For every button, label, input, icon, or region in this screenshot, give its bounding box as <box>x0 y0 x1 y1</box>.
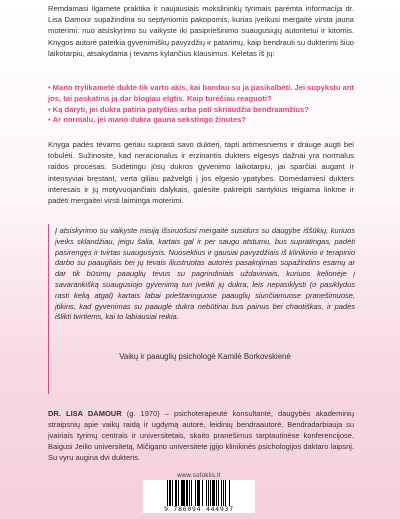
question-item: • Ką daryti, jei dukra patiria patyčias arba pati skriaudžia bendraamžius? <box>48 104 309 114</box>
isbn-digits: 9 786094 444937 <box>164 505 234 513</box>
bio-paragraph <box>48 408 354 463</box>
question-text: Mano trylikametė duktė tik varto akis, kai bandau su ja pasikalbėti. Jei supykstu ant jos, tai paskatina ją dar blogiau elgtis. Kaip turėčiau reaguoti? <box>48 83 354 103</box>
question-item: • Ar normalu, jei mano dukra gauna sekstingo žinutes? <box>48 115 246 125</box>
quote-accent-line <box>48 224 49 394</box>
description-section <box>48 139 354 206</box>
author-bio <box>48 408 354 463</box>
question-text: Ar normalu, jei mano dukra gauna sekstingo žinutes? <box>52 115 246 125</box>
middle-paragraph: Knyga padės tėvams geriau suprasti savo dukterį, tapti artimesniems ir drauge augti bei tobulėti. Sužinosite, kad neracionalus ir erzinantis dukters elgesys dažnai yra normalus raidos procesas. Sudėtingu jūsų dukros gyvenimo laikotarpiu, jai sparčiai augant ir intensyviai bręstant, verta giliau pažvelgti į jos elgesio ypatybes. Domėdamiesi dukters interesais ir jų motyvuojančiais dalykais, galėsite pakreipti santykius teigiama linkme ir padėti mergaitei virsti laiminga moterimi. <box>48 140 354 206</box>
publisher-url: www.sofoklis.lt <box>177 473 221 479</box>
barcode-bar <box>230 480 231 506</box>
isbn-barcode <box>143 473 255 513</box>
quote-text: Į atsiskyrimo su vaikyste misiją išsiruošusi mergaitė susidurs su daugybe iššūkių, kuriuos įveiks sklandžiau, jeigu šalia, kartais gal ir per saugu atstumu, bus supratingas, padėti pasirengęs ir tvirtas suaugusysis. Nuoseklius ir gausiai pavyzdžiais iš klinikinio ir terapinio darbo su paaugliais bei jų tėvais iliustruotas autorės pasakojimas supažindins esamų ar dar tik būsimų paauglių tėvus su pagrindiniais uždaviniais, kuriuos kelionėje į savarankišką suaugusiojo gyvenimą turi įveikti jų dukra, leis nepasiklysti (o pasiklydus rasti kelią atgal) kartais labai prieštaringuose paauglių siunčiamuose pranešimuose, įtikins, kad gyvenimas su paauglė dukra nebūtinai bus painus bei chaotiškas, ir padės išlikti tvirtiems, kai to labiausiai reikia. <box>55 226 355 322</box>
intro-paragraph: Remdamasi ilgamete praktika ir naujausiais mokslininkų tyrimais parémta informacija dr. Lisa Damour supažindina su septyniomis pakopomis, kurias įveikusi mergaitė virsta jauna moterimi: nuo atsiskyrimo su vaikyste iki pasipriešinimo suaugusiųjų autoritetui ir kitomis. Knygos autorė pateikia gyvenimiškų pavyzdžių ir patarimų, kaip bendrauti su dukterimi šiuo laikotarpiu, atsakydama į tėvams kylančius klausimus. Keletas iš jų: <box>48 4 355 58</box>
barcode-bars <box>143 480 255 508</box>
question-item: • Mano trylikametė duktė tik varto akis, kai bandau su ja pasikalbėti. Jei supykstu ant jos, tai paskatina ją dar blogiau elgtis. Kaip turėčiau reaguoti? <box>48 83 354 103</box>
quote-author: Vaikų ir paauglių psichologė Kamilė Borkovskienė <box>119 352 291 361</box>
bio-text: (g. 1970) – psichoterapeutė konsultantė, daugybės akademinių straipsnių apie vaikų raidą ir ugdymą autorė, leidinių bendraautorė. Bendradarbiauja su įvairiais tyrimų centrais ir universitetais, skaito pranešimus tarptautinėse konferencijose. Baigusi Jeilio universitetą, Mičigano universitete įgijo klinikinės psichologijos daktaro laipsnį. Su vyru augina dvi dukteris. <box>48 409 354 462</box>
author-name: DR. LISA DAMOUR <box>48 409 122 418</box>
review-quote <box>55 226 355 323</box>
intro-section <box>48 3 354 59</box>
question-list <box>48 83 358 126</box>
question-text: Ką daryti, jei dukra patiria patyčias arba pati skriaudžia bendraamžius? <box>52 104 309 114</box>
